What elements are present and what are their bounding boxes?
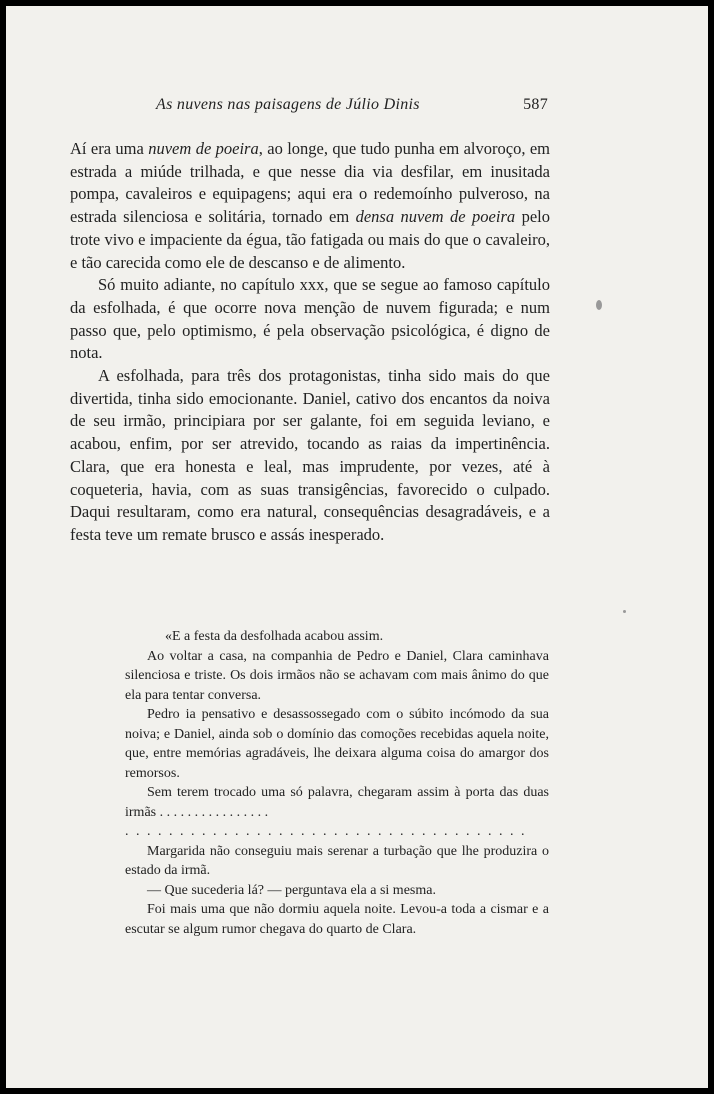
quote-paragraph-5: Margarida não conseguiu mais serenar a turbação que lhe produzira o estado da irmã. (125, 843, 549, 878)
quote-paragraph-3: Pedro ia pensativo e desassossegado com o súbito incómodo da sua noiva; e Daniel, ainda sob o domínio das comoções recebidas aquela noite, que, entre memórias agradáveis, lhe deixara alguma coisa do amargor dos remorsos. (125, 707, 549, 781)
paragraph-2: Só muito adiante, no capítulo xxx, que se segue ao famoso capítulo da esfolhada, é que ocorre nova menção de nuvem figurada; e num passo que, pelo optimismo, é pela observação psicológica, é digno de nota. (70, 275, 550, 363)
p1-span-4: pelo trote vivo e impaciente da égua, tão fatigada ou mais do que o cavaleiro, e tão carecida como ele de descanso e de alimento. (70, 207, 550, 272)
page-number: 587 (523, 96, 548, 113)
paragraph-3: A esfolhada, para três dos protagonistas, tinha sido mais do que divertida, tinha sido emocionante. Daniel, cativo dos encantos da noiva de seu irmão, principiara por ser galante, foi em seguida leviano, e acabou, enfim, por ser atrevido, tocando as raias da impertinência. Clara, que era honesta e leal, mas imprudente, por vezes, até à coqueteria, havia, com as suas transigências, favorecido o culpado. Daqui resultaram, como era natural, consequências desagradáveis, e a festa teve um remate brusco e assás inesperado. (70, 366, 550, 544)
header-title: As nuvens nas paisagens de Júlio Dinis (156, 96, 420, 113)
p1-span-3: densa nuvem de poeira (355, 207, 516, 227)
running-header (156, 96, 548, 120)
block-quote (125, 627, 549, 939)
paragraph-1 (70, 138, 550, 274)
quote-line-1: «E a festa da desfolhada acabou assim. (165, 629, 384, 644)
book-page (6, 6, 708, 1088)
quote-paragraph-7: Foi mais uma que não dormiu aquela noite. Levou-a toda a cismar e a escutar se algum rumor chegava do quarto de Clara. (125, 902, 549, 937)
main-text (70, 138, 550, 547)
paper-speck (596, 300, 602, 310)
p1-span-0: Aí era uma (70, 139, 149, 158)
quote-paragraph-2: Ao voltar a casa, na companhia de Pedro e Daniel, Clara caminhava silenciosa e triste. Os dois irmãos não se achavam com mais ânimo do que ela para tentar conversa. (125, 648, 549, 703)
quote-paragraph-4: Sem terem trocado uma só palavra, chegaram assim à porta das duas irmãs . . . . . . . . . . . . . . . . (125, 785, 549, 820)
quote-paragraph-6: — Que sucederia lá? — perguntava ela a si mesma. (147, 882, 436, 898)
p1-span-2: , ao longe, que tudo punha em alvoroço, em estrada a miúde trilhada, e que nesse dia via desfilar, em inusitada pompa, cavaleiros e equipagens; aqui era o redemoínho pulveroso, na estrada silenciosa e solitária, tornado em (70, 139, 550, 227)
paper-speck (623, 610, 626, 613)
ellipsis-line: . . . . . . . . . . . . . . . . . . . . . . . . . . . . . . . . . . . . . (125, 824, 527, 839)
p1-span-1: nuvem de poeira (148, 139, 259, 158)
